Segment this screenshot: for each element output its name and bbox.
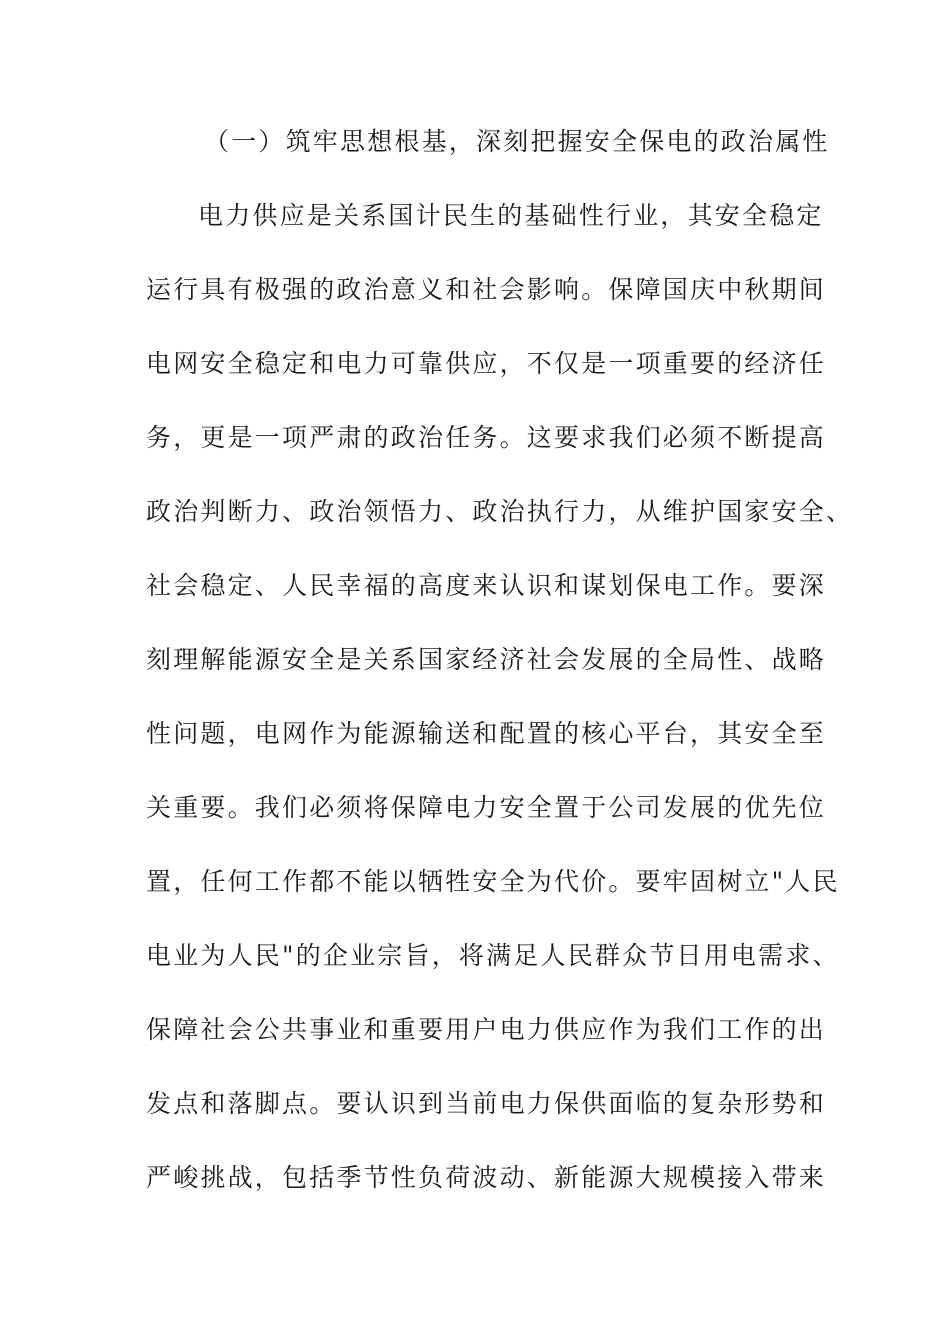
paragraph-line: 置，任何工作都不能以牺牲安全为代价。要牢固树立"人民 [146,867,840,896]
document-body [146,112,854,1222]
paragraph-line: 关重要。我们必须将保障电力安全置于公司发展的优先位 [146,793,827,822]
paragraph-line: 电力供应是关系国计民生的基础性行业，其安全稳定 [198,201,824,230]
paragraph-line: 性问题，电网作为能源输送和配置的核心平台，其安全至 [146,719,827,748]
paragraph-line: 务，更是一项严肃的政治任务。这要求我们必须不断提高 [146,423,827,452]
paragraph-line: 电业为人民"的企业宗旨，将满足人民群众节日用电需求、 [146,941,840,970]
paragraph-line: 保障社会公共事业和重要用户电力供应作为我们工作的出 [146,1015,827,1044]
paragraph-line: 运行具有极强的政治意义和社会影响。保障国庆中秋期间 [146,275,827,304]
paragraph-line: 社会稳定、人民幸福的高度来认识和谋划保电工作。要深 [146,571,827,600]
section-heading: （一）筑牢思想根基，深刻把握安全保电的政治属性 [204,127,830,156]
paragraph-line: 刻理解能源安全是关系国家经济社会发展的全局性、战略 [146,645,827,674]
paragraph-line: 发点和落脚点。要认识到当前电力保供面临的复杂形势和 [146,1089,827,1118]
paragraph-line: 电网安全稳定和电力可靠供应，不仅是一项重要的经济任 [146,349,827,378]
paragraph-line: 严峻挑战，包括季节性负荷波动、新能源大规模接入带来 [146,1163,827,1192]
paragraph-line: 政治判断力、政治领悟力、政治执行力，从维护国家安全、 [146,497,854,526]
